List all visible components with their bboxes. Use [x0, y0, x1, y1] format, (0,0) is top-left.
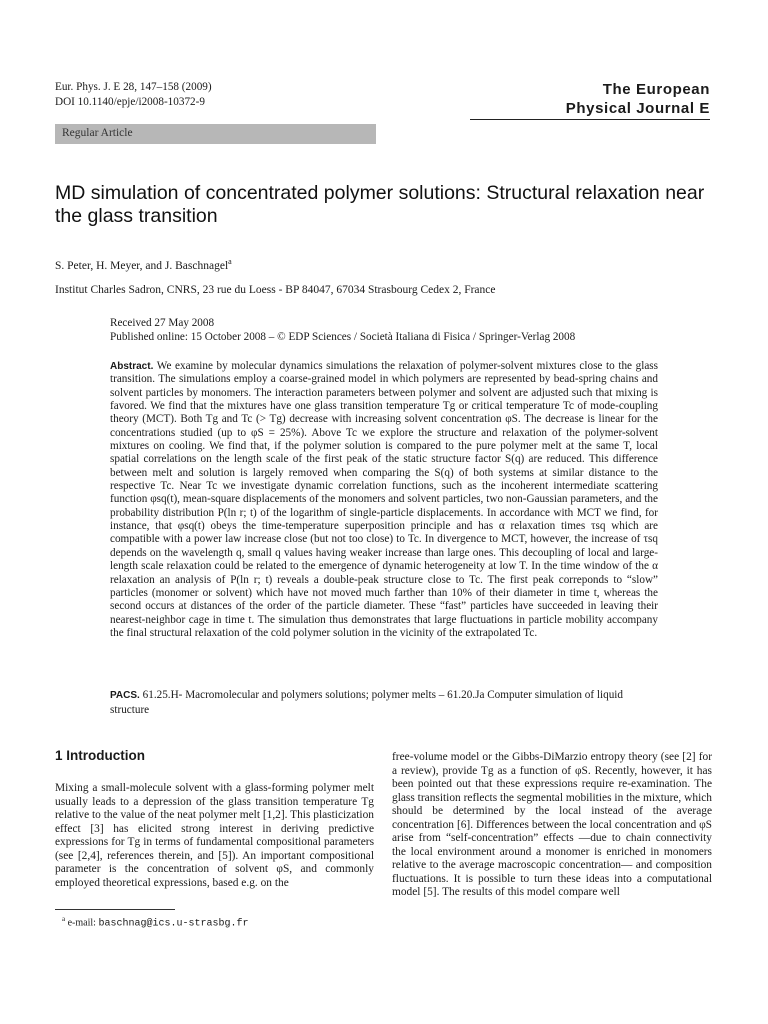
pacs-codes	[110, 688, 658, 717]
journal-line: Eur. Phys. J. E 28, 147–158 (2009)	[55, 81, 212, 93]
published-date: Published online: 15 October 2008 – © EDP Sciences / Società Italiana di Fisica / Springer-Verlag 2008	[110, 330, 576, 343]
paper-title: MD simulation of concentrated polymer solutions: Structural relaxation near the glass transition	[55, 182, 705, 227]
section-heading: 1 Introduction	[55, 748, 145, 763]
journal-citation	[55, 80, 212, 110]
abstract-text: We examine by molecular dynamics simulations the relaxation of polymer-solvent mixtures close to the glass transition. The simulations employ a coarse-grained model in which polymers are represented by bead-spring chains and solvent particles by monomers. The interaction parameters between polymer and solvent are adjusted such that mixing is favored. We find that the mixtures have one glass transition temperature Tg or critical temperature Tc of mode-coupling theory (MCT). Both Tg and Tc (> Tg) decrease with increasing solvent concentration φS. The decrease is linear for the concentrations studied (up to φS = 25%). Above Tc we explore the structure and relaxation of the polymer-solvent mixtures on cooling. We find that, if the polymer solution is compared to the pure polymer melt at the same T, local spatial correlations on the length scale of the first peak of the static structure factor S(q) are reduced. This difference between melt and solution is largely removed when comparing the S(q) of both systems at similar distance to the respective Tc. Near Tc we investigate dynamic correlation functions, such as the incoherent intermediate scattering function φsq(t), mean-square displacements of the monomers and solvent particles, two non-Gaussian parameters, and the probability distribution P(ln r; t) of the logarithm of single-particle displacements. In accordance with MCT we find, for instance, that φsq(t) obeys the time-temperature superposition principle and has α relaxation times τsq which are compatible with a power law increase close (but not too close) to Tc. In divergence to MCT, however, the increase of τsq depends on the wavelength q, small q values having weaker increase than large ones. This decoupling of local and large-length scale relaxation could be related to the emergence of dynamic heterogeneity at low T. In the time window of the α relaxation an analysis of P(ln r; t) reveals a double-peak structure close to Tc. The first peak correponds to “slow” particles (monomer or solvent) which have not moved much farther than 10% of their diameter in time t, whereas the second occurs at distances of the order of the particle diameter. These “fast” particles have succeeded in leaving their nearest-neighbor cage in time t. The simulation thus demonstrates that large fluctuations in particle mobility accompany the final structural relaxation of the cold polymer solution in the vicinity of the extrapolated Tc.	[110, 360, 658, 639]
abstract-label: Abstract.	[110, 361, 154, 372]
abstract	[110, 360, 658, 640]
article-type-label: Regular Article	[62, 127, 133, 139]
journal-logo	[470, 80, 710, 120]
doi-line: DOI 10.1140/epje/i2008-10372-9	[55, 96, 205, 108]
authors-text: S. Peter, H. Meyer, and J. Baschnagel	[55, 259, 229, 272]
email-link[interactable]: baschnag@ics.u-strasbg.fr	[98, 918, 249, 930]
footnote-divider	[55, 909, 175, 910]
body-column-left: Mixing a small-molecule solvent with a glass-forming polymer melt usually leads to a depression of the glass transition temperature Tg relative to the value of the neat polymer melt [1,2]. This plasticization effect [3] has elicited strong interest in deriving predictive expressions for Tg in terms of fundamental compositional parameters (see [2,4], references therein, and [5]). An important compositional parameter is the concentration of solvent φS, and commonly employed theoretical expressions, based e.g. on the	[55, 782, 374, 889]
pacs-text: 61.25.H- Macromolecular and polymers solutions; polymer melts – 61.20.Ja Computer simulation of liquid structure	[110, 689, 623, 716]
author-list	[55, 257, 232, 272]
body-column-right: free-volume model or the Gibbs-DiMarzio entropy theory (see [2] for a review), provide Tg as a function of φS. Recently, however, it has been pointed out that these expressions require re-examination. The glass transition reflects the segmental mobilities in the mixture, which should be determined by the local instead of the average concentration [6]. Differences between the local concentration and φS arise from “self-concentration” effects —due to chain connectivity the local environment around a monomer is enriched in monomers relative to the average macroscopic concentration— and composition fluctuations. It is possible to turn these ideas into a computational model [5]. The results of this model compare well	[392, 751, 712, 898]
publication-dates	[110, 317, 575, 344]
footnote	[62, 915, 248, 929]
affiliation: Institut Charles Sadron, CNRS, 23 rue du Loess - BP 84047, 67034 Strasbourg Cedex 2, France	[55, 284, 496, 296]
pacs-label: PACS.	[110, 690, 140, 701]
journal-brand-line1: The European	[602, 81, 710, 98]
footnote-mark: a	[62, 915, 66, 923]
footnote-label: e-mail:	[67, 917, 96, 929]
author-footnote-mark: a	[228, 257, 232, 266]
journal-brand-line2: Physical Journal E	[565, 100, 710, 117]
received-date: Received 27 May 2008	[110, 317, 215, 329]
